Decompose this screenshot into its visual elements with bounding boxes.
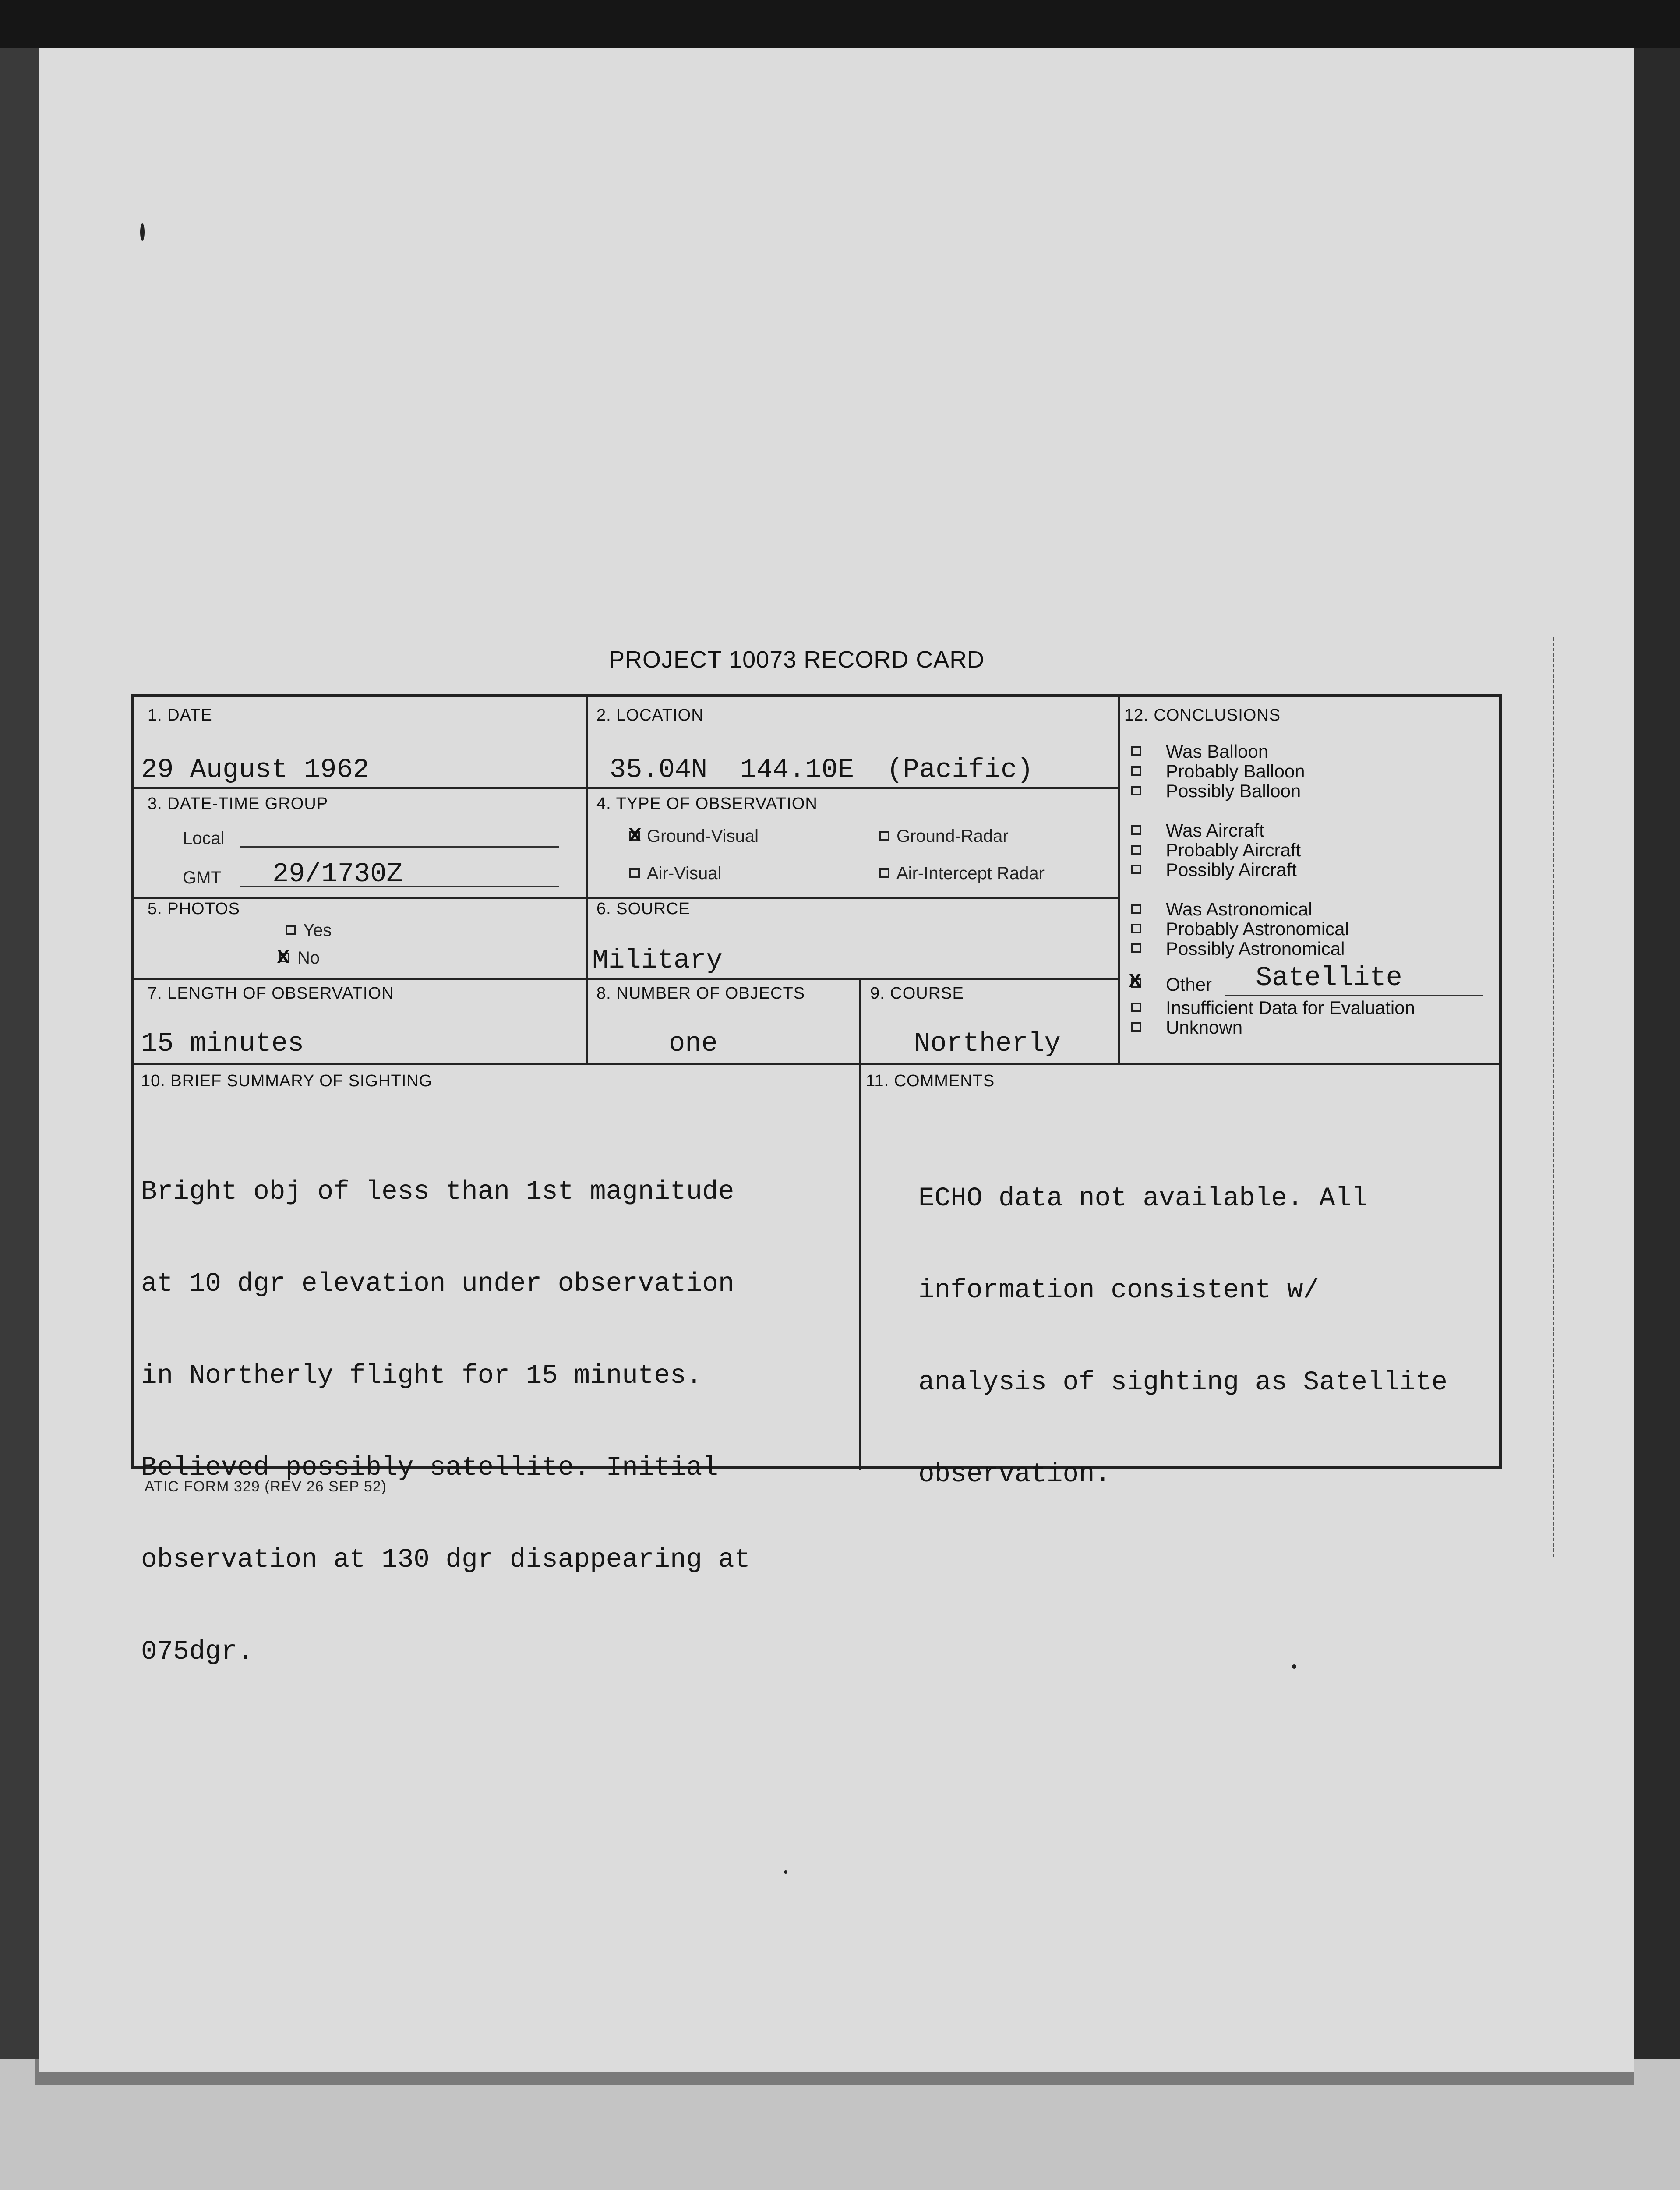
date-value: 29 August 1962 bbox=[141, 754, 369, 785]
grid-line bbox=[859, 978, 861, 1470]
possibly-aircraft-checkbox[interactable] bbox=[1131, 865, 1141, 874]
form-footer: ATIC FORM 329 (REV 26 SEP 52) bbox=[145, 1478, 387, 1495]
air-intercept-radar-checkbox[interactable] bbox=[879, 868, 889, 878]
local-time-label: Local bbox=[183, 829, 225, 848]
grid-line bbox=[134, 897, 1118, 899]
local-time-field bbox=[240, 846, 559, 848]
unknown-checkbox[interactable] bbox=[1131, 1022, 1141, 1032]
was-aircraft-option: Was Aircraft bbox=[1166, 820, 1264, 841]
brief-summary-line: observation at 130 dgr disappearing at bbox=[141, 1545, 751, 1575]
possibly-astronomical-option: Possibly Astronomical bbox=[1166, 938, 1345, 959]
brief-summary-line: Believed possibly satellite. Initial bbox=[141, 1453, 718, 1483]
grid-line bbox=[134, 787, 1118, 789]
brief-summary-text bbox=[141, 1116, 750, 1729]
possibly-balloon-checkbox[interactable] bbox=[1131, 786, 1141, 795]
photos-yes-option: Yes bbox=[303, 921, 332, 940]
ground-radar-checkbox[interactable] bbox=[879, 831, 889, 841]
air-visual-option: Air-Visual bbox=[647, 864, 722, 883]
grid-line bbox=[586, 697, 588, 1065]
number-of-objects-label: 8. NUMBER OF OBJECTS bbox=[596, 984, 805, 1003]
other-option: Other bbox=[1166, 974, 1212, 995]
type-of-observation-label: 4. TYPE OF OBSERVATION bbox=[596, 795, 818, 813]
ground-visual-check-mark: X bbox=[628, 824, 642, 846]
photos-label: 5. PHOTOS bbox=[148, 900, 240, 918]
probably-balloon-option: Probably Balloon bbox=[1166, 761, 1305, 781]
scan-speck bbox=[784, 1870, 787, 1874]
photos-no-check-mark: X bbox=[277, 946, 290, 968]
course-label: 9. COURSE bbox=[870, 984, 964, 1003]
other-field bbox=[1225, 995, 1483, 996]
was-astronomical-option: Was Astronomical bbox=[1166, 899, 1313, 919]
comments-line: observation. bbox=[918, 1459, 1111, 1490]
gmt-value: 29/1730Z bbox=[272, 858, 403, 890]
air-intercept-radar-option: Air-Intercept Radar bbox=[896, 864, 1045, 883]
unknown-option: Unknown bbox=[1166, 1017, 1243, 1038]
comments-line: analysis of sighting as Satellite bbox=[918, 1367, 1447, 1398]
scan-border-right bbox=[1634, 48, 1680, 2190]
probably-balloon-checkbox[interactable] bbox=[1131, 766, 1141, 776]
ground-radar-option: Ground-Radar bbox=[896, 827, 1009, 846]
possibly-aircraft-option: Possibly Aircraft bbox=[1166, 859, 1297, 880]
card-cut-line bbox=[1553, 637, 1554, 1557]
number-of-objects-value: one bbox=[669, 1028, 718, 1059]
location-value: 35.04N 144.10E (Pacific) bbox=[610, 754, 1034, 785]
brief-summary-line: Bright obj of less than 1st magnitude bbox=[141, 1177, 734, 1207]
source-label: 6. SOURCE bbox=[596, 900, 690, 918]
comments-text bbox=[918, 1122, 1447, 1551]
possibly-astronomical-checkbox[interactable] bbox=[1131, 943, 1141, 953]
probably-aircraft-option: Probably Aircraft bbox=[1166, 840, 1301, 860]
probably-astronomical-checkbox[interactable] bbox=[1131, 924, 1141, 933]
grid-line bbox=[1118, 697, 1120, 1065]
comments-line: ECHO data not available. All bbox=[918, 1183, 1367, 1214]
comments-label: 11. COMMENTS bbox=[866, 1072, 995, 1090]
was-balloon-checkbox[interactable] bbox=[1131, 746, 1141, 756]
probably-astronomical-option: Probably Astronomical bbox=[1166, 918, 1349, 939]
photos-yes-checkbox[interactable] bbox=[286, 925, 296, 935]
possibly-balloon-option: Possibly Balloon bbox=[1166, 781, 1301, 801]
insufficient-data-option: Insufficient Data for Evaluation bbox=[1166, 997, 1415, 1018]
location-label: 2. LOCATION bbox=[596, 706, 704, 724]
comments-line: information consistent w/ bbox=[918, 1275, 1320, 1306]
other-check-mark: X bbox=[1129, 970, 1142, 991]
brief-summary-line: 075dgr. bbox=[141, 1637, 254, 1667]
form-title: PROJECT 10073 RECORD CARD bbox=[609, 646, 985, 673]
grid-line bbox=[134, 1063, 1501, 1065]
conclusions-label: 12. CONCLUSIONS bbox=[1124, 706, 1281, 724]
date-time-group-label: 3. DATE-TIME GROUP bbox=[148, 795, 328, 813]
course-value: Northerly bbox=[914, 1028, 1061, 1059]
brief-summary-label: 10. BRIEF SUMMARY OF SIGHTING bbox=[141, 1072, 433, 1090]
brief-summary-line: in Northerly flight for 15 minutes. bbox=[141, 1361, 702, 1391]
length-of-observation-label: 7. LENGTH OF OBSERVATION bbox=[148, 984, 394, 1003]
insufficient-data-checkbox[interactable] bbox=[1131, 1003, 1141, 1012]
date-label: 1. DATE bbox=[148, 706, 212, 724]
ground-visual-option: Ground-Visual bbox=[647, 827, 759, 846]
grid-line bbox=[134, 978, 1118, 980]
was-aircraft-checkbox[interactable] bbox=[1131, 825, 1141, 835]
length-of-observation-value: 15 minutes bbox=[141, 1028, 304, 1059]
gmt-label: GMT bbox=[183, 868, 222, 887]
brief-summary-line: at 10 dgr elevation under observation bbox=[141, 1269, 734, 1299]
was-balloon-option: Was Balloon bbox=[1166, 741, 1269, 762]
source-value: Military bbox=[592, 945, 723, 976]
scan-speck bbox=[1292, 1664, 1296, 1669]
probably-aircraft-checkbox[interactable] bbox=[1131, 845, 1141, 855]
air-visual-checkbox[interactable] bbox=[629, 868, 640, 878]
was-astronomical-checkbox[interactable] bbox=[1131, 904, 1141, 914]
scan-speck bbox=[140, 223, 145, 241]
photos-no-option: No bbox=[297, 948, 320, 968]
other-value: Satellite bbox=[1256, 962, 1402, 993]
